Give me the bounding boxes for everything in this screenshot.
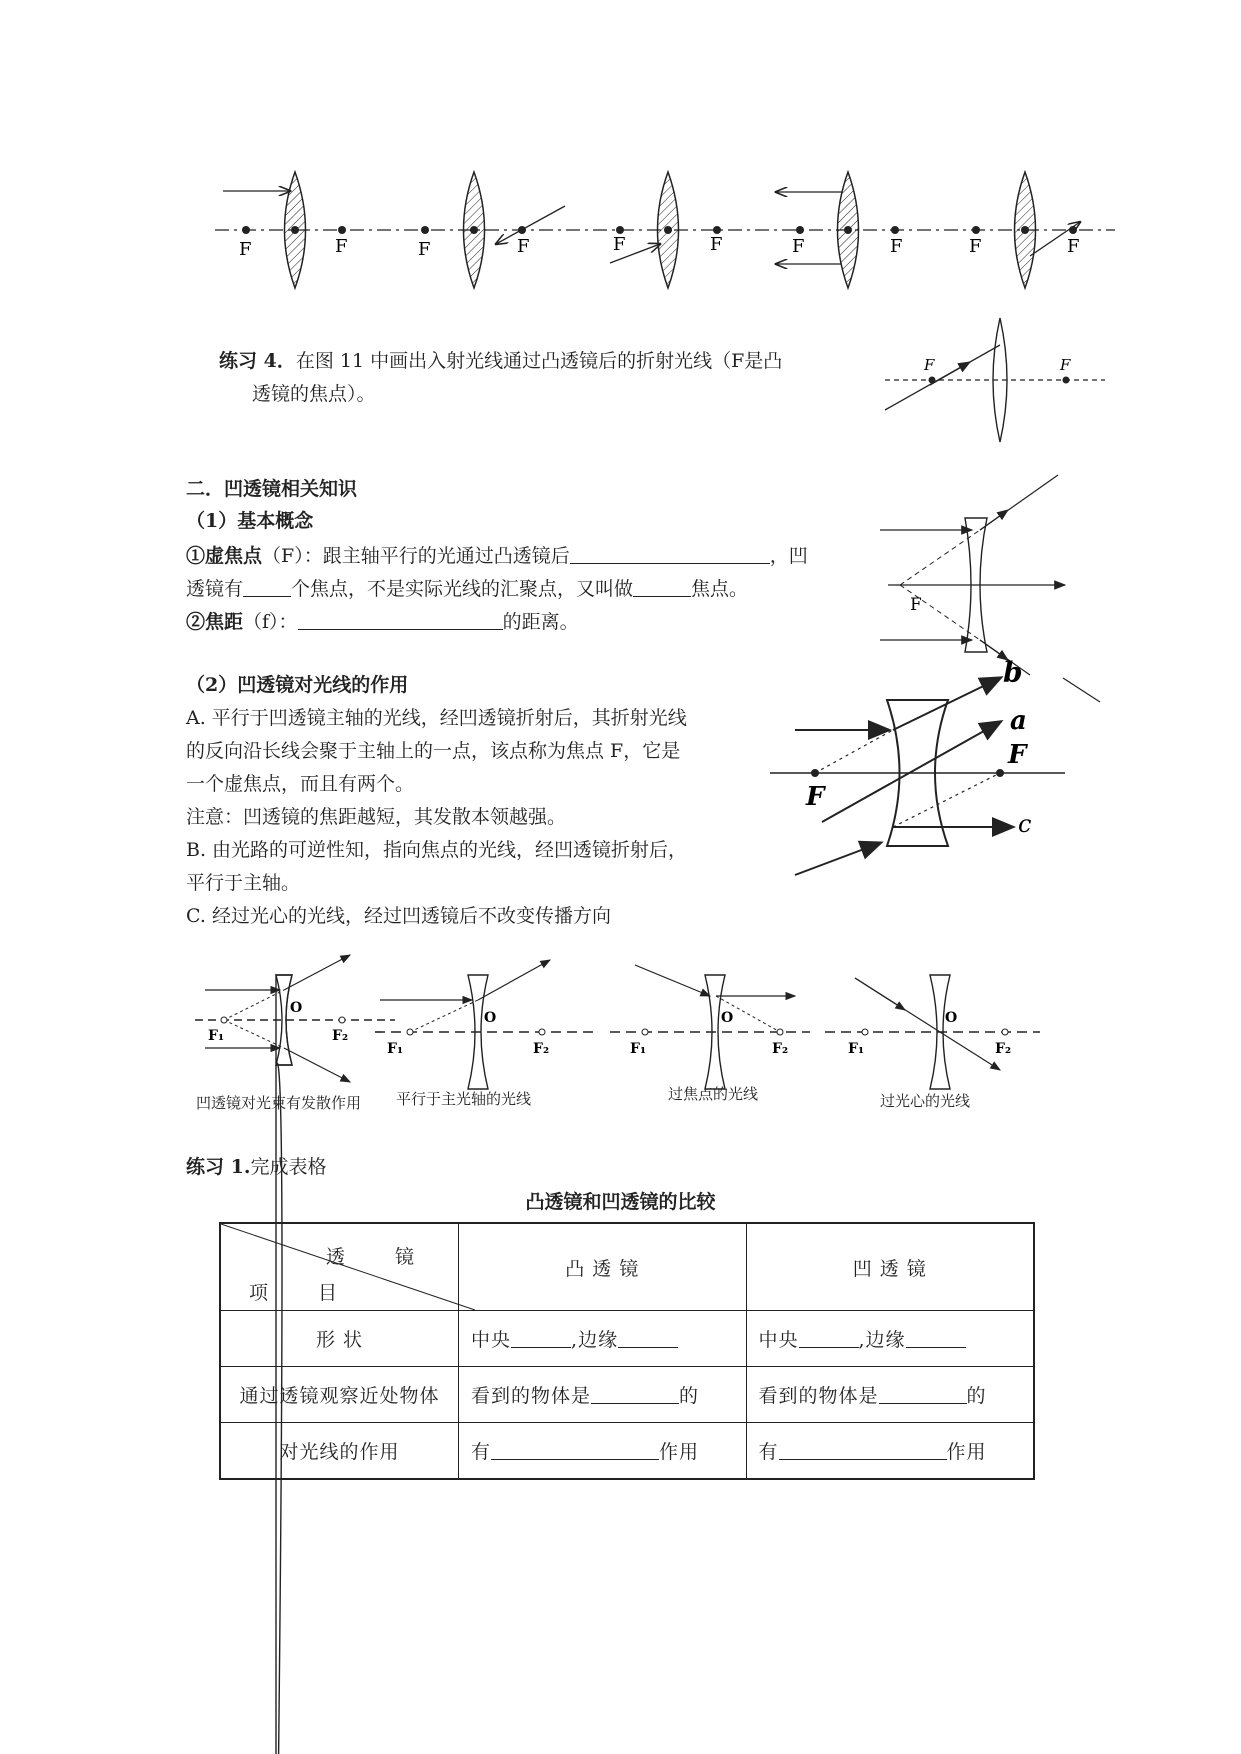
row-label-observe: 通过透镜观察近处物体: [220, 1367, 459, 1423]
focal-length-text: 的距离。: [502, 611, 579, 633]
svg-text:F: F: [890, 236, 903, 257]
observe-end: 的: [679, 1385, 700, 1407]
cell-concave-shape: [746, 1311, 1034, 1367]
shape-edge-label: ,边缘: [571, 1329, 619, 1351]
caption-through-focus: 过焦点的光线: [668, 1085, 759, 1103]
svg-text:F: F: [335, 236, 348, 257]
header-concave: 凹 透 镜: [746, 1223, 1034, 1311]
section2-sub1: （1）基本概念: [186, 510, 314, 532]
observe-text: 看到的物体是: [758, 1385, 879, 1407]
caption-diverge: 凹透镜对光束有发散作用: [196, 1094, 362, 1112]
section2-heading: 二．凹透镜相关知识: [186, 478, 358, 500]
table-title: 凸透镜和凹透镜的比较: [525, 1191, 716, 1213]
virtual-focus-text: 跟主轴平行的光通过凸透镜后: [322, 545, 570, 567]
header-diagonal-cell: [220, 1223, 459, 1311]
svg-text:F: F: [418, 239, 431, 260]
svg-text:O: O: [721, 1010, 734, 1026]
point-a-line1: A. 平行于凹透镜主轴的光线，经凹透镜折射后，其折射光线: [186, 707, 687, 729]
point-a-line3: 一个虚焦点，而且有两个。: [186, 773, 415, 795]
row-label-effect: 对光线的作用: [220, 1423, 459, 1480]
note-line: 注意：凹透镜的焦距越短，其发散本领越强。: [186, 806, 567, 828]
svg-text:F: F: [1008, 740, 1027, 770]
table-row-observe: [220, 1367, 1034, 1423]
blank-concave-center[interactable]: [799, 1329, 859, 1348]
focal-length-term: ②焦距: [186, 611, 244, 633]
svg-text:F: F: [710, 234, 723, 255]
svg-text:F₂: F₂: [332, 1028, 349, 1044]
exercise4-line2: 透镜的焦点）。: [252, 383, 376, 405]
svg-text:F₂: F₂: [533, 1041, 550, 1057]
svg-text:F: F: [910, 595, 922, 615]
virtual-focus-text-b: ，凹: [769, 545, 808, 567]
blank-convex-effect[interactable]: [491, 1441, 659, 1460]
svg-text:F: F: [969, 236, 982, 257]
svg-text:F₁: F₁: [387, 1041, 404, 1057]
effect-end: 作用: [946, 1441, 987, 1463]
observe-end: 的: [966, 1385, 987, 1407]
point-a-line2: 的反向沿长线会聚于主轴上的一点，该点称为焦点 F，它是: [186, 740, 681, 762]
svg-text:F: F: [613, 234, 626, 255]
blank-concave-observe[interactable]: [879, 1385, 967, 1404]
svg-text:F₁: F₁: [630, 1041, 647, 1057]
point-b-line1: B. 由光路的可逆性知，指向焦点的光线，经凹透镜折射后，: [186, 839, 688, 861]
header-item: 项 目: [249, 1282, 360, 1304]
caption-parallel: 平行于主光轴的光线: [396, 1090, 532, 1108]
shape-center-label: 中央: [758, 1329, 799, 1351]
svg-text:F: F: [924, 356, 935, 374]
table-header-row: [220, 1223, 1034, 1311]
comparison-table: [219, 1222, 1035, 1480]
virtual-focus-term: ①虚焦点: [186, 545, 263, 567]
svg-text:F₂: F₂: [995, 1041, 1012, 1057]
svg-text:a: a: [1010, 706, 1027, 736]
table-row-shape: [220, 1311, 1034, 1367]
focal-length-abbr: （f）：: [243, 611, 298, 633]
blank-convex-center[interactable]: [511, 1329, 571, 1348]
blank-convex-edge[interactable]: [618, 1329, 678, 1348]
svg-text:c: c: [1018, 810, 1032, 838]
svg-text:O: O: [484, 1010, 497, 1026]
exercise1-label: 练习 1.: [186, 1156, 251, 1178]
exercise4-label: 练习 4．: [219, 350, 296, 372]
shape-center-label: 中央: [471, 1329, 512, 1351]
row-label-shape: 形 状: [220, 1311, 459, 1367]
svg-text:F: F: [1067, 236, 1080, 257]
point-b-line2: 平行于主轴。: [186, 872, 301, 894]
cell-convex-observe: [459, 1367, 746, 1423]
shape-edge-label: ,边缘: [858, 1329, 906, 1351]
effect-start: 有: [471, 1441, 492, 1463]
svg-text:F₂: F₂: [772, 1041, 789, 1057]
cell-convex-effect: [459, 1423, 746, 1480]
blank-concave-edge[interactable]: [906, 1329, 966, 1348]
exercise1-line: [186, 1158, 326, 1177]
blank-concave-effect[interactable]: [779, 1441, 947, 1460]
cell-convex-shape: [459, 1311, 746, 1367]
svg-text:O: O: [945, 1010, 958, 1026]
caption-through-center: 过光心的光线: [880, 1092, 971, 1110]
effect-start: 有: [758, 1441, 779, 1463]
cell-concave-observe: [746, 1367, 1034, 1423]
cell-concave-effect: [746, 1423, 1034, 1480]
header-lens: 透 镜: [325, 1246, 437, 1268]
virtual-focus-line2-a: 透镜有: [186, 578, 244, 600]
svg-text:F: F: [792, 236, 805, 257]
observe-text: 看到的物体是: [471, 1385, 592, 1407]
svg-text:b: b: [1003, 656, 1023, 689]
exercise1-text: 完成表格: [250, 1156, 327, 1178]
table-row-effect: [220, 1423, 1034, 1480]
virtual-focus-line2-c: 焦点。: [691, 578, 749, 600]
svg-text:F: F: [1060, 356, 1071, 374]
exercise4-text: 在图 11 中画出入射光线通过凸透镜后的折射光线（F是凸: [295, 350, 783, 372]
svg-text:F₁: F₁: [208, 1028, 225, 1044]
virtual-focus-abbr: （F）：: [262, 545, 323, 567]
virtual-focus-line2-b: 个焦点，不是实际光线的汇聚点，又叫做: [291, 578, 634, 600]
svg-text:F: F: [517, 236, 530, 257]
svg-text:F: F: [239, 239, 252, 260]
blank-convex-observe[interactable]: [591, 1385, 679, 1404]
point-c-line: C. 经过光心的光线，经过凹透镜后不改变传播方向: [186, 905, 611, 927]
section2-sub2: （2）凹透镜对光线的作用: [186, 674, 409, 696]
svg-text:F: F: [806, 782, 825, 812]
header-convex: 凸 透 镜: [459, 1223, 746, 1311]
svg-text:F₁: F₁: [848, 1041, 865, 1057]
svg-text:O: O: [290, 1000, 303, 1016]
effect-end: 作用: [659, 1441, 700, 1463]
